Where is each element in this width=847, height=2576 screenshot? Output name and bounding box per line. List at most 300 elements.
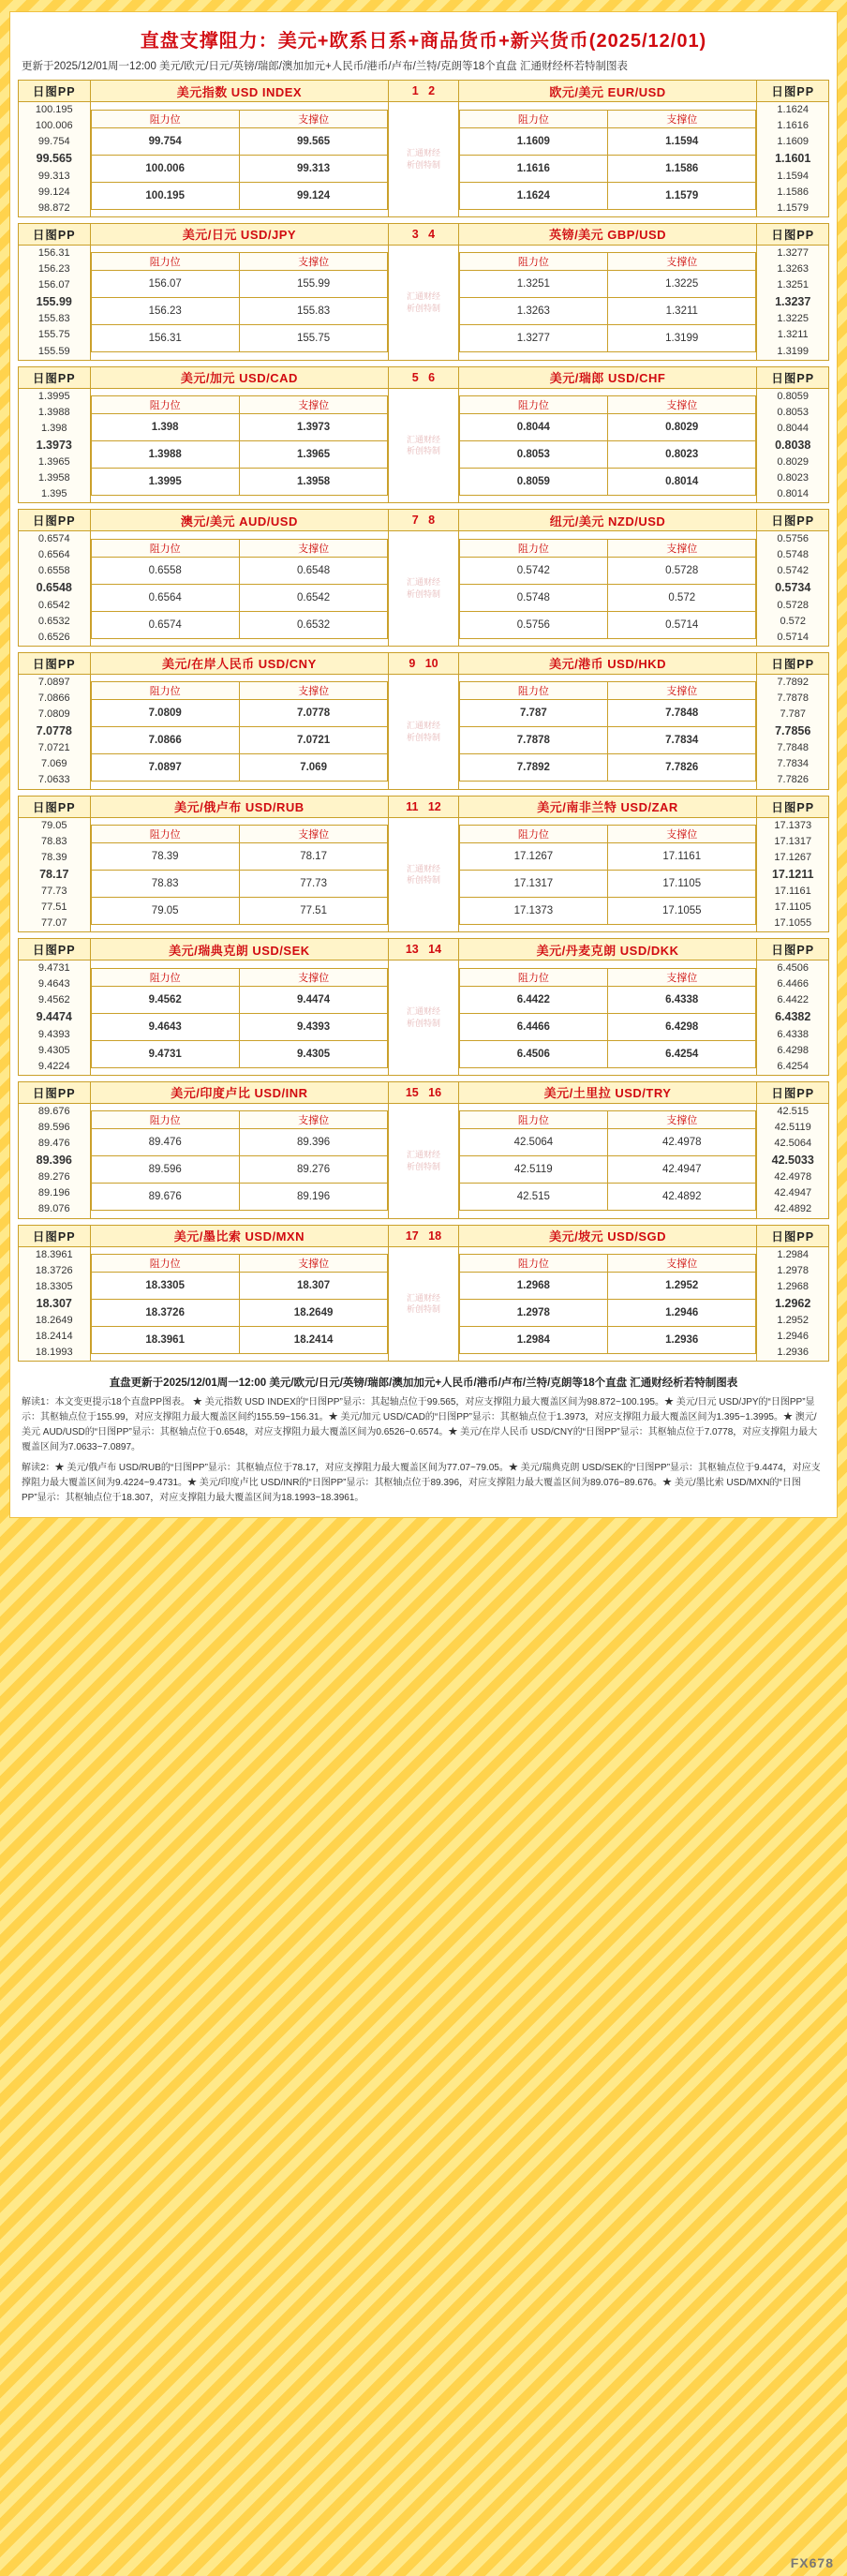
resistance-value: 156.07 — [91, 271, 239, 298]
resistance-value: 0.8044 — [459, 413, 607, 440]
pp-list-left — [19, 960, 91, 1076]
levels-left — [90, 531, 389, 647]
pp-value: 7.0721 — [37, 742, 70, 754]
pp-header-left: 日图PP — [19, 81, 91, 102]
level-row — [91, 1040, 388, 1067]
pp-header-right: 日图PP — [757, 223, 829, 245]
block-table — [18, 938, 829, 1076]
resistance-header: 阻力位 — [459, 395, 607, 413]
block-index: 5 6 — [389, 366, 458, 388]
support-value: 1.3958 — [239, 468, 387, 495]
resistance-value: 0.6574 — [91, 611, 239, 638]
resistance-value: 6.4422 — [459, 986, 607, 1013]
support-value: 1.1594 — [608, 127, 756, 155]
pp-list-right — [757, 674, 829, 789]
support-value: 42.4947 — [608, 1156, 756, 1184]
support-value: 17.1055 — [608, 897, 756, 924]
pp-value: 0.6548 — [36, 581, 72, 595]
watermark: 汇通财经 析创特制 — [389, 817, 458, 932]
pp-value: 99.565 — [36, 152, 72, 166]
support-value: 99.313 — [239, 155, 387, 182]
pp-value: 42.5119 — [774, 1121, 811, 1133]
resistance-value: 1.3995 — [91, 468, 239, 495]
level-row — [459, 897, 756, 924]
pp-list-left — [19, 531, 91, 647]
watermark: 汇通财经 析创特制 — [389, 531, 458, 647]
pair-title-right: 纽元/美元 NZD/USD — [458, 510, 757, 531]
resistance-header: 阻力位 — [91, 539, 239, 557]
resistance-value: 7.0897 — [91, 754, 239, 782]
resistance-value: 18.3305 — [91, 1272, 239, 1299]
page-title: 直盘支撑阻力：美元+欧系日系+商品货币+新兴货币(2025/12/01) — [140, 31, 707, 52]
support-header: 支撑位 — [608, 395, 756, 413]
level-row — [91, 842, 388, 870]
pp-value: 1.3225 — [777, 313, 810, 325]
support-value: 42.4978 — [608, 1129, 756, 1156]
pp-value: 99.124 — [37, 186, 70, 198]
resistance-value: 42.5064 — [459, 1129, 607, 1156]
block-table — [18, 223, 829, 361]
pair-title-right: 美元/坡元 USD/SGD — [458, 1225, 757, 1246]
block-index: 13 14 — [389, 939, 458, 960]
resistance-value: 18.3961 — [91, 1326, 239, 1353]
pp-value: 99.313 — [37, 170, 70, 182]
support-value: 9.4474 — [239, 986, 387, 1013]
levels-right — [458, 1103, 757, 1218]
pp-value: 0.6564 — [37, 549, 70, 561]
pp-list-left — [19, 817, 91, 932]
pp-value: 156.23 — [37, 262, 70, 275]
support-value: 1.2952 — [608, 1272, 756, 1299]
resistance-header: 阻力位 — [459, 110, 607, 127]
resistance-header: 阻力位 — [91, 1254, 239, 1272]
resistance-value: 89.476 — [91, 1129, 239, 1156]
resistance-value: 7.7892 — [459, 754, 607, 782]
pp-value: 0.8029 — [777, 456, 810, 469]
support-value: 77.73 — [239, 870, 387, 897]
block-index: 9 10 — [389, 652, 458, 674]
pp-value: 100.195 — [35, 104, 73, 116]
pp-value: 77.51 — [40, 901, 67, 914]
resistance-value: 6.4466 — [459, 1013, 607, 1040]
pp-value: 0.5734 — [775, 581, 811, 595]
pp-value: 6.4338 — [777, 1028, 810, 1040]
level-row — [91, 182, 388, 209]
support-value: 89.196 — [239, 1184, 387, 1211]
level-row — [91, 325, 388, 352]
pp-value: 1.2946 — [777, 1331, 810, 1343]
pp-value: 1.1616 — [777, 120, 810, 132]
pp-list-right — [757, 960, 829, 1076]
block-index: 17 18 — [389, 1225, 458, 1246]
resistance-header: 阻力位 — [459, 253, 607, 271]
resistance-value: 0.5748 — [459, 584, 607, 611]
pp-value: 78.17 — [39, 867, 69, 881]
resistance-value: 1.2978 — [459, 1299, 607, 1326]
resistance-value: 9.4731 — [91, 1040, 239, 1067]
pp-list-right — [757, 1246, 829, 1362]
pp-value: 1.398 — [40, 422, 67, 434]
level-row — [91, 298, 388, 325]
resistance-value: 9.4562 — [91, 986, 239, 1013]
pp-value: 0.5728 — [777, 599, 810, 611]
resistance-value: 17.1317 — [459, 870, 607, 897]
resistance-value: 17.1373 — [459, 897, 607, 924]
level-row — [91, 1326, 388, 1353]
level-row — [459, 325, 756, 352]
support-value: 17.1161 — [608, 842, 756, 870]
block-table — [18, 80, 829, 217]
level-row — [459, 155, 756, 182]
resistance-value: 78.39 — [91, 842, 239, 870]
pp-value: 18.1993 — [35, 1347, 73, 1359]
level-row — [91, 870, 388, 897]
resistance-value: 156.23 — [91, 298, 239, 325]
level-row — [459, 1272, 756, 1299]
support-value: 6.4338 — [608, 986, 756, 1013]
page-subtitle: 更新于2025/12/01周一12:00 美元/欧元/日元/英镑/瑞郎/澳加加元+人民币/港币/卢布/兰特/克朗等18个直盘 汇通财经杯若特制图表 — [22, 61, 628, 72]
pp-value: 0.8059 — [777, 390, 810, 402]
pp-header-right: 日图PP — [757, 1225, 829, 1246]
level-row — [459, 182, 756, 209]
level-row — [91, 413, 388, 440]
support-header: 支撑位 — [239, 253, 387, 271]
level-row — [91, 1184, 388, 1211]
resistance-value: 0.6564 — [91, 584, 239, 611]
support-header: 支撑位 — [239, 110, 387, 127]
pp-value: 42.4978 — [774, 1171, 812, 1184]
pp-value: 155.99 — [36, 295, 72, 309]
pp-value: 6.4422 — [777, 994, 810, 1006]
pp-value: 42.4947 — [774, 1187, 812, 1199]
pp-value: 7.7878 — [777, 692, 810, 704]
pp-value: 9.4562 — [37, 994, 70, 1006]
pp-value: 78.39 — [40, 851, 67, 863]
support-value: 7.7834 — [608, 727, 756, 754]
pp-value: 17.1055 — [774, 917, 812, 930]
pp-value: 1.3251 — [777, 279, 810, 290]
levels-left — [90, 960, 389, 1076]
level-row — [459, 440, 756, 468]
support-header: 支撑位 — [239, 682, 387, 700]
support-value: 99.124 — [239, 182, 387, 209]
pp-value: 156.07 — [37, 279, 70, 290]
pair-title-left: 美元/瑞典克朗 USD/SEK — [90, 939, 389, 960]
pp-value: 1.3958 — [37, 472, 70, 484]
pp-list-left — [19, 1246, 91, 1362]
pp-value: 7.787 — [780, 707, 806, 720]
support-value: 7.069 — [239, 754, 387, 782]
pp-value: 17.1105 — [774, 901, 811, 914]
level-row — [91, 271, 388, 298]
support-value: 99.565 — [239, 127, 387, 155]
pp-value: 99.754 — [37, 136, 70, 148]
pp-header-right: 日图PP — [757, 652, 829, 674]
level-row — [459, 1156, 756, 1184]
pp-value: 0.6558 — [37, 565, 70, 577]
pp-value: 78.83 — [40, 835, 67, 847]
support-value: 9.4393 — [239, 1013, 387, 1040]
pp-value: 7.7892 — [777, 676, 810, 688]
levels-right — [458, 388, 757, 503]
pp-value: 1.3995 — [37, 390, 70, 402]
pp-value: 89.276 — [37, 1171, 70, 1184]
pair-title-left: 美元/俄卢布 USD/RUB — [90, 796, 389, 817]
resistance-value: 100.006 — [91, 155, 239, 182]
pair-title-left: 美元/日元 USD/JPY — [90, 223, 389, 245]
pp-value: 1.1601 — [775, 152, 811, 166]
pp-value: 7.7826 — [777, 774, 810, 786]
support-value: 78.17 — [239, 842, 387, 870]
pp-value: 100.006 — [35, 120, 73, 132]
support-value: 1.3225 — [608, 271, 756, 298]
note-1: 解读1：本文变更提示18个直盘PP图表。 ★ 美元指数 USD INDEX的“日图PP”显示：其起轴点位于99.565，对应支撑阻力最大覆盖区间为98.872~100.195。★ 美元/日元 USD/JPY的“日图PP”显示：其枢轴点位于155.99，对应支撑阻力最大覆盖区间约155.59~156.31。★ 美元/加元 USD/CAD的“日图PP”显示：其枢轴点位于1.3973，对应支撑阻力最大覆盖区间为1.395~1.3995。★ 澳元/美元 AUD/USD的“日图PP”显示：其枢轴点位于0.6548，对应支撑阻力最大覆盖区间为0.6526~0.6574。★ 美元/在岸人民币 USD/CNY的“日图PP”显示：其枢轴点位于7.0778，对应支撑阻力最大覆盖区间为7.0633~7.0897。 — [22, 1397, 818, 1453]
pp-value: 0.8044 — [777, 422, 810, 434]
resistance-value: 42.515 — [459, 1184, 607, 1211]
pp-value: 1.1579 — [777, 201, 810, 214]
pair-title-left: 美元/印度卢比 USD/INR — [90, 1081, 389, 1103]
pp-value: 155.83 — [37, 313, 70, 325]
pp-value: 18.2414 — [35, 1331, 73, 1343]
pair-title-left: 美元指数 USD INDEX — [90, 81, 389, 102]
pp-header-left: 日图PP — [19, 939, 91, 960]
block-table — [18, 509, 829, 647]
support-header: 支撑位 — [608, 682, 756, 700]
pp-value: 1.2952 — [777, 1315, 810, 1327]
pp-header-right: 日图PP — [757, 510, 829, 531]
footer-line: 直盘更新于2025/12/01周一12:00 美元/欧元/日元/英镑/瑞郎/澳加加元+人民币/港币/卢布/兰特/克朗等18个直盘 汇通财经析若特制图表 — [109, 1377, 738, 1390]
pp-value: 1.3973 — [36, 438, 72, 452]
pp-value: 17.1211 — [771, 867, 814, 881]
levels-left — [90, 1103, 389, 1218]
pp-value: 1.3237 — [775, 295, 811, 309]
levels-left — [90, 245, 389, 360]
pp-value: 6.4254 — [777, 1060, 810, 1072]
watermark: 汇通财经 析创特制 — [389, 674, 458, 789]
block-table — [18, 1081, 829, 1219]
pp-value: 89.476 — [37, 1137, 70, 1149]
pp-header-left: 日图PP — [19, 510, 91, 531]
pair-title-right: 美元/瑞郎 USD/CHF — [458, 366, 757, 388]
resistance-header: 阻力位 — [459, 682, 607, 700]
pp-value: 1.1624 — [777, 104, 810, 116]
resistance-value: 0.8059 — [459, 468, 607, 495]
levels-right — [458, 960, 757, 1076]
resistance-value: 18.3726 — [91, 1299, 239, 1326]
block-index: 7 8 — [389, 510, 458, 531]
support-value: 0.572 — [608, 584, 756, 611]
resistance-header: 阻力位 — [459, 968, 607, 986]
level-row — [459, 1013, 756, 1040]
pair-title-left: 美元/在岸人民币 USD/CNY — [90, 652, 389, 674]
support-value: 0.6548 — [239, 557, 387, 584]
pp-header-right: 日图PP — [757, 796, 829, 817]
support-value: 89.396 — [239, 1129, 387, 1156]
level-row — [91, 986, 388, 1013]
levels-left — [90, 102, 389, 217]
pp-value: 155.75 — [37, 329, 70, 341]
pp-value: 42.4892 — [774, 1203, 812, 1215]
resistance-value: 7.787 — [459, 700, 607, 727]
support-header: 支撑位 — [239, 539, 387, 557]
pp-value: 0.5756 — [777, 533, 810, 545]
support-header: 支撑位 — [239, 825, 387, 842]
support-value: 7.7826 — [608, 754, 756, 782]
pp-value: 18.3961 — [35, 1248, 73, 1260]
pp-value: 7.0809 — [37, 707, 70, 720]
pp-value: 9.4731 — [37, 962, 70, 975]
level-row — [459, 1299, 756, 1326]
pp-value: 1.3199 — [777, 345, 810, 357]
pp-value: 0.6526 — [37, 631, 70, 643]
pp-value: 0.5742 — [777, 565, 810, 577]
level-row — [459, 870, 756, 897]
pp-value: 1.2968 — [777, 1280, 810, 1292]
pp-value: 1.3988 — [37, 406, 70, 418]
level-row — [459, 754, 756, 782]
poster-inner — [9, 11, 838, 1518]
level-row — [91, 440, 388, 468]
resistance-header: 阻力位 — [91, 395, 239, 413]
pp-value: 42.515 — [777, 1105, 810, 1117]
resistance-header: 阻力位 — [459, 825, 607, 842]
support-value: 1.2946 — [608, 1299, 756, 1326]
pp-header-left: 日图PP — [19, 652, 91, 674]
level-row — [459, 986, 756, 1013]
pair-title-right: 美元/南非兰特 USD/ZAR — [458, 796, 757, 817]
levels-left — [90, 817, 389, 932]
pp-value: 1.3211 — [777, 329, 809, 341]
pp-value: 7.7848 — [777, 742, 810, 754]
pp-value: 9.4305 — [37, 1044, 70, 1056]
note-2: 解读2：★ 美元/俄卢布 USD/RUB的“日图PP”显示：其枢轴点位于78.17，对应支撑阻力最大覆盖区间为77.07~79.05。★ 美元/瑞典克朗 USD/SEK的“日图PP”显示：其枢轴点位于9.4474，对应支撑阻力最大覆盖区间为9.4224~9.4731。★ 美元/印度卢比 USD/INR的“日图PP”显示：其枢轴点位于89.396，对应支撑阻力最大覆盖区间为89.076~89.676。★ 美元/墨比索 USD/MXN的“日图PP”显示：其枢轴点位于18.307，对应支撑阻力最大覆盖区间为18.1993~18.3961。 — [22, 1463, 821, 1504]
resistance-value: 78.83 — [91, 870, 239, 897]
pp-value: 9.4474 — [36, 1010, 72, 1024]
pp-value: 18.3726 — [35, 1264, 73, 1276]
level-row — [91, 611, 388, 638]
block-table — [18, 796, 829, 933]
levels-right — [458, 245, 757, 360]
support-value: 6.4254 — [608, 1040, 756, 1067]
resistance-value: 9.4643 — [91, 1013, 239, 1040]
support-value: 9.4305 — [239, 1040, 387, 1067]
resistance-value: 0.8053 — [459, 440, 607, 468]
support-value: 1.3965 — [239, 440, 387, 468]
level-row — [91, 1156, 388, 1184]
resistance-value: 0.6558 — [91, 557, 239, 584]
resistance-value: 1.2984 — [459, 1326, 607, 1353]
pp-value: 0.572 — [780, 615, 806, 627]
resistance-header: 阻力位 — [91, 825, 239, 842]
support-value: 7.0721 — [239, 727, 387, 754]
pp-value: 0.8038 — [775, 438, 811, 452]
pp-value: 89.676 — [37, 1105, 70, 1117]
level-row — [459, 557, 756, 584]
resistance-header: 阻力位 — [91, 682, 239, 700]
block-table — [18, 652, 829, 790]
level-row — [459, 842, 756, 870]
pp-value: 1.3277 — [777, 246, 810, 259]
level-row — [91, 1299, 388, 1326]
pp-value: 7.0866 — [37, 692, 70, 704]
pp-value: 156.31 — [37, 246, 70, 259]
pp-value: 7.069 — [40, 758, 67, 770]
pp-value: 17.1317 — [774, 835, 812, 847]
block-index: 15 16 — [389, 1081, 458, 1103]
support-value: 1.1586 — [608, 155, 756, 182]
pp-value: 0.6542 — [37, 599, 70, 611]
pp-value: 77.07 — [40, 917, 67, 930]
pair-title-left: 美元/加元 USD/CAD — [90, 366, 389, 388]
support-value: 77.51 — [239, 897, 387, 924]
pp-value: 17.1373 — [774, 819, 812, 831]
pp-value: 17.1267 — [774, 851, 812, 863]
support-value: 0.8029 — [608, 413, 756, 440]
support-value: 42.4892 — [608, 1184, 756, 1211]
resistance-value: 0.5742 — [459, 557, 607, 584]
pp-value: 89.076 — [37, 1203, 70, 1215]
pp-value: 1.2936 — [777, 1347, 810, 1359]
pp-header-right: 日图PP — [757, 1081, 829, 1103]
support-header: 支撑位 — [608, 968, 756, 986]
pp-list-left — [19, 674, 91, 789]
pp-value: 42.5064 — [774, 1137, 812, 1149]
pair-title-left: 美元/墨比索 USD/MXN — [90, 1225, 389, 1246]
pp-value: 1.3965 — [37, 456, 70, 469]
support-value: 0.5728 — [608, 557, 756, 584]
levels-left — [90, 674, 389, 789]
support-value: 18.2649 — [239, 1299, 387, 1326]
pp-value: 1.2984 — [777, 1248, 810, 1260]
resistance-value: 99.754 — [91, 127, 239, 155]
pp-list-right — [757, 817, 829, 932]
level-row — [91, 1013, 388, 1040]
resistance-value: 1.1624 — [459, 182, 607, 209]
support-value: 17.1105 — [608, 870, 756, 897]
support-value: 6.4298 — [608, 1013, 756, 1040]
support-value: 7.0778 — [239, 700, 387, 727]
pp-value: 0.5748 — [777, 549, 810, 561]
level-row — [91, 897, 388, 924]
resistance-value: 100.195 — [91, 182, 239, 209]
pair-title-left: 澳元/美元 AUD/USD — [90, 510, 389, 531]
resistance-value: 156.31 — [91, 325, 239, 352]
pp-value: 18.307 — [36, 1296, 72, 1310]
levels-right — [458, 1246, 757, 1362]
level-row — [91, 754, 388, 782]
resistance-header: 阻力位 — [459, 1254, 607, 1272]
pp-value: 0.6532 — [37, 615, 70, 627]
brand-logo: FX678 — [790, 2555, 834, 2570]
support-value: 0.8014 — [608, 468, 756, 495]
support-value: 18.2414 — [239, 1326, 387, 1353]
pp-value: 6.4298 — [777, 1044, 810, 1056]
watermark: 汇通财经 析创特制 — [389, 388, 458, 503]
support-value: 1.3211 — [608, 298, 756, 325]
resistance-value: 1.1609 — [459, 127, 607, 155]
pp-list-right — [757, 531, 829, 647]
pp-value: 7.7856 — [775, 724, 811, 738]
resistance-value: 1.3277 — [459, 325, 607, 352]
pair-title-right: 美元/丹麦克朗 USD/DKK — [458, 939, 757, 960]
pp-value: 0.8023 — [777, 472, 810, 484]
support-header: 支撑位 — [239, 968, 387, 986]
support-value: 155.99 — [239, 271, 387, 298]
support-header: 支撑位 — [608, 1254, 756, 1272]
resistance-value: 7.0809 — [91, 700, 239, 727]
pp-value: 6.4506 — [777, 962, 810, 975]
pp-list-right — [757, 1103, 829, 1218]
